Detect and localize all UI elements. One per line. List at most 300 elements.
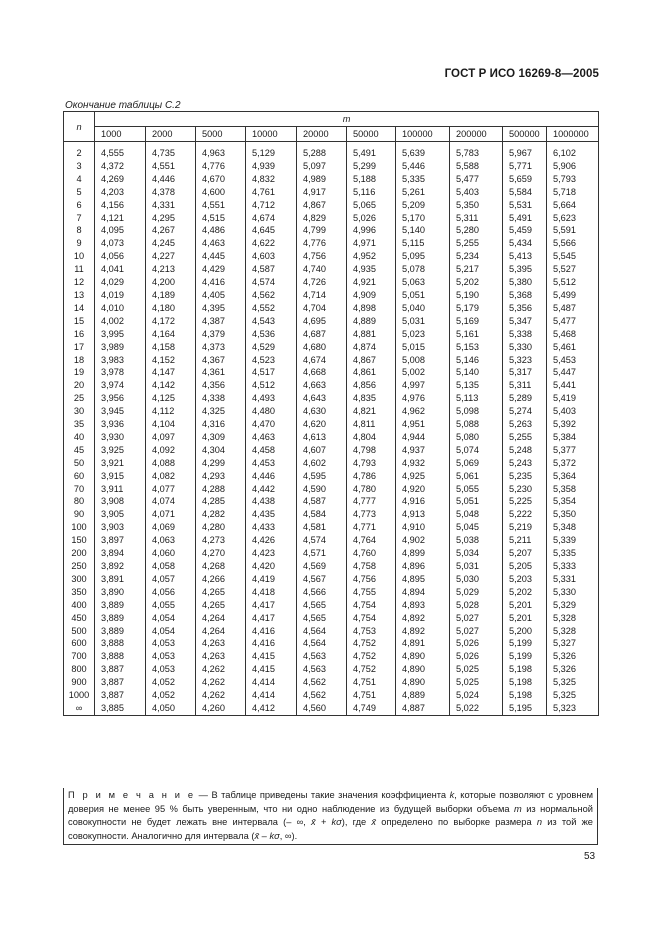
coefficient-cell: 4,668 [297, 366, 347, 379]
coefficient-cell: 5,545 [547, 250, 599, 263]
coefficient-cell: 4,486 [196, 224, 246, 237]
n-value-cell: 500 [64, 625, 95, 638]
page-number: 53 [584, 851, 596, 862]
coefficient-cell: 3,983 [95, 354, 146, 367]
n-value-cell: 16 [64, 328, 95, 341]
coefficient-cell: 4,894 [396, 586, 450, 599]
table-row [64, 676, 599, 689]
coefficient-cell: 4,264 [196, 625, 246, 638]
coefficient-cell: 4,480 [246, 405, 297, 418]
table-row [64, 173, 599, 186]
table-row [64, 483, 599, 496]
coefficient-cell: 5,074 [450, 444, 503, 457]
table-row [64, 224, 599, 237]
coefficient-cell: 4,041 [95, 263, 146, 276]
coefficient-cell: 3,892 [95, 560, 146, 573]
coefficient-cell: 5,347 [503, 315, 547, 328]
coefficient-cell: 3,911 [95, 483, 146, 496]
n-value-cell: 6 [64, 199, 95, 212]
coefficient-cell: 4,603 [246, 250, 297, 263]
note-xbar: x̄ [371, 817, 377, 828]
coefficient-cell: 4,536 [246, 328, 297, 341]
coefficient-cell: 4,050 [146, 702, 196, 715]
coefficient-cell: 5,022 [450, 702, 503, 715]
coefficient-cell: 5,201 [503, 599, 547, 612]
coefficient-cell: 4,260 [196, 702, 246, 715]
table-row [64, 147, 599, 160]
coefficient-cell: 5,023 [396, 328, 450, 341]
coefficient-cell: 5,325 [547, 676, 599, 689]
coefficient-cell: 5,280 [450, 224, 503, 237]
coefficient-cell: 4,265 [196, 599, 246, 612]
coefficient-cell: 4,367 [196, 354, 246, 367]
coefficient-cell: 4,663 [297, 379, 347, 392]
coefficient-cell: 5,718 [547, 186, 599, 199]
coefficient-cell: 4,517 [246, 366, 297, 379]
table-row [64, 650, 599, 663]
coefficient-cell: 4,416 [246, 637, 297, 650]
coefficient-cell: 4,645 [246, 224, 297, 237]
coefficient-cell: 5,403 [547, 405, 599, 418]
coefficient-cell: 4,095 [95, 224, 146, 237]
coefficient-cell: 3,978 [95, 366, 146, 379]
coefficient-cell: 5,026 [450, 637, 503, 650]
coefficient-cell: 4,776 [297, 237, 347, 250]
n-value-cell: 450 [64, 612, 95, 625]
coefficient-cell: 5,088 [450, 418, 503, 431]
coefficient-cell: 4,874 [347, 341, 396, 354]
coefficient-cell: 5,338 [503, 328, 547, 341]
m-value-header: 50000 [347, 127, 396, 142]
coefficient-cell: 5,217 [450, 263, 503, 276]
coefficient-cell: 5,491 [503, 212, 547, 225]
coefficient-cell: 5,623 [547, 212, 599, 225]
coefficient-cell: 3,887 [95, 689, 146, 702]
coefficient-cell: 3,894 [95, 547, 146, 560]
table-row [64, 186, 599, 199]
n-value-cell: 7 [64, 212, 95, 225]
coefficient-cell: 4,704 [297, 302, 347, 315]
coefficient-cell: 4,902 [396, 534, 450, 547]
coefficient-cell: 4,264 [196, 612, 246, 625]
coefficient-cell: 5,459 [503, 224, 547, 237]
coefficient-cell: 4,423 [246, 547, 297, 560]
coefficient-cell: 5,330 [503, 341, 547, 354]
coefficient-cell: 4,414 [246, 689, 297, 702]
coefficient-cell: 5,169 [450, 315, 503, 328]
coefficient-cell: 4,595 [297, 470, 347, 483]
coefficient-cell: 4,052 [146, 689, 196, 702]
coefficient-cell: 4,590 [297, 483, 347, 496]
coefficient-cell: 4,811 [347, 418, 396, 431]
coefficient-cell: 5,299 [347, 160, 396, 173]
coefficient-cell: 3,888 [95, 650, 146, 663]
coefficient-cell: 5,335 [396, 173, 450, 186]
coefficient-cell: 5,063 [396, 276, 450, 289]
coefficient-cell: 4,771 [347, 521, 396, 534]
coefficient-cell: 4,265 [196, 586, 246, 599]
coefficient-cell: 4,378 [146, 186, 196, 199]
coefficient-cell: 5,453 [547, 354, 599, 367]
n-column-header: n [64, 112, 95, 142]
coefficient-cell: 4,453 [246, 457, 297, 470]
note-n: n [536, 817, 543, 828]
coefficient-cell: 3,974 [95, 379, 146, 392]
coefficient-cell: 4,764 [347, 534, 396, 547]
coefficient-cell: 4,735 [146, 147, 196, 160]
table-row [64, 547, 599, 560]
coefficient-cell: 4,142 [146, 379, 196, 392]
coefficient-cell: 4,395 [196, 302, 246, 315]
coefficient-cell: 4,029 [95, 276, 146, 289]
coefficient-cell: 4,564 [297, 637, 347, 650]
coefficient-cell: 4,463 [246, 431, 297, 444]
coefficient-cell: 4,925 [396, 470, 450, 483]
coefficient-cell: 5,243 [503, 457, 547, 470]
coefficient-cell: 4,419 [246, 573, 297, 586]
coefficient-cell: 5,024 [450, 689, 503, 702]
n-value-cell: 1000 [64, 689, 95, 702]
note-k: k [449, 790, 455, 800]
coefficient-cell: 4,952 [347, 250, 396, 263]
n-value-cell: 17 [64, 341, 95, 354]
table-row [64, 599, 599, 612]
coefficient-cell: 5,153 [450, 341, 503, 354]
coefficient-cell: 4,937 [396, 444, 450, 457]
n-value-cell: 18 [64, 354, 95, 367]
coefficient-cell: 5,029 [450, 586, 503, 599]
coefficient-cell: 4,280 [196, 521, 246, 534]
coefficient-cell: 4,932 [396, 457, 450, 470]
coefficient-cell: 4,415 [246, 663, 297, 676]
coefficient-cell: 3,890 [95, 586, 146, 599]
coefficient-cell: 5,326 [547, 663, 599, 676]
coefficient-cell: 4,829 [297, 212, 347, 225]
coefficient-cell: 5,025 [450, 663, 503, 676]
coefficient-cell: 4,372 [95, 160, 146, 173]
coefficient-cell: 4,552 [246, 302, 297, 315]
coefficient-cell: 4,602 [297, 457, 347, 470]
coefficient-cell: 4,910 [396, 521, 450, 534]
coefficient-cell: 5,015 [396, 341, 450, 354]
coefficient-cell: 5,327 [547, 637, 599, 650]
m-values-row [64, 127, 599, 142]
coefficient-cell: 5,027 [450, 612, 503, 625]
coefficient-cell: 5,588 [450, 160, 503, 173]
coefficient-cell: 5,311 [450, 212, 503, 225]
coefficient-cell: 4,564 [297, 625, 347, 638]
coefficient-cell: 5,051 [450, 495, 503, 508]
coefficient-cell: 5,199 [503, 650, 547, 663]
coefficient-cell: 5,170 [396, 212, 450, 225]
coefficient-cell: 3,903 [95, 521, 146, 534]
coefficient-cell: 4,435 [246, 508, 297, 521]
coefficient-cell: 4,566 [297, 586, 347, 599]
coefficient-cell: 5,512 [547, 276, 599, 289]
coefficient-cell: 5,330 [547, 586, 599, 599]
table-body [64, 142, 599, 716]
table-row [64, 625, 599, 638]
table-header-row [64, 112, 599, 127]
m-value-header: 5000 [196, 127, 246, 142]
coefficient-cell: 3,905 [95, 508, 146, 521]
coefficient-cell: 4,613 [297, 431, 347, 444]
n-value-cell: ∞ [64, 702, 95, 715]
coefficient-cell: 4,867 [297, 199, 347, 212]
coefficient-cell: 3,889 [95, 625, 146, 638]
coefficient-cell: 4,963 [196, 147, 246, 160]
coefficient-cell: 5,219 [503, 521, 547, 534]
coefficient-cell: 5,328 [547, 612, 599, 625]
coefficient-cell: 5,198 [503, 689, 547, 702]
coefficient-cell: 5,591 [547, 224, 599, 237]
coefficient-cell: 5,202 [503, 586, 547, 599]
note-text-3: из нормальной совокупности не будет лежать вне интервала (– ∞, [68, 803, 593, 828]
coefficient-cell: 4,551 [146, 160, 196, 173]
coefficient-cell: 4,053 [146, 650, 196, 663]
table-row [64, 470, 599, 483]
note-prefix: П р и м е ч а н и е [68, 790, 196, 800]
n-value-cell: 600 [64, 637, 95, 650]
coefficient-cell: 3,887 [95, 663, 146, 676]
coefficient-table [63, 111, 599, 716]
coefficient-cell: 4,445 [196, 250, 246, 263]
coefficient-cell: 4,562 [246, 289, 297, 302]
coefficient-cell: 3,889 [95, 612, 146, 625]
coefficient-cell: 5,659 [503, 173, 547, 186]
table-note [63, 788, 598, 845]
coefficient-cell: 4,266 [196, 573, 246, 586]
coefficient-cell: 4,058 [146, 560, 196, 573]
coefficient-cell: 4,172 [146, 315, 196, 328]
coefficient-cell: 5,201 [503, 612, 547, 625]
coefficient-cell: 4,674 [246, 212, 297, 225]
coefficient-cell: 4,751 [347, 676, 396, 689]
coefficient-cell: 5,477 [450, 173, 503, 186]
coefficient-cell: 4,832 [246, 173, 297, 186]
n-value-cell: 200 [64, 547, 95, 560]
coefficient-cell: 5,097 [297, 160, 347, 173]
coefficient-cell: 5,403 [450, 186, 503, 199]
coefficient-cell: 5,348 [547, 521, 599, 534]
coefficient-cell: 5,372 [547, 457, 599, 470]
coefficient-cell: 4,971 [347, 237, 396, 250]
coefficient-cell: 5,200 [503, 625, 547, 638]
coefficient-cell: 5,061 [450, 470, 503, 483]
coefficient-cell: 4,429 [196, 263, 246, 276]
coefficient-cell: 5,584 [503, 186, 547, 199]
table-row [64, 328, 599, 341]
coefficient-cell: 4,758 [347, 560, 396, 573]
m-value-header: 10000 [246, 127, 297, 142]
note-text-7: , ∞). [279, 830, 298, 841]
coefficient-cell: 4,587 [297, 495, 347, 508]
coefficient-cell: 5,358 [547, 483, 599, 496]
coefficient-cell: 5,234 [450, 250, 503, 263]
coefficient-cell: 5,116 [347, 186, 396, 199]
coefficient-cell: 4,147 [146, 366, 196, 379]
coefficient-cell: 4,104 [146, 418, 196, 431]
coefficient-cell: 3,885 [95, 702, 146, 715]
coefficient-cell: 5,263 [503, 418, 547, 431]
coefficient-cell: 5,413 [503, 250, 547, 263]
coefficient-cell: 3,888 [95, 637, 146, 650]
coefficient-cell: 5,384 [547, 431, 599, 444]
coefficient-cell: 5,288 [297, 147, 347, 160]
coefficient-cell: 4,755 [347, 586, 396, 599]
table-row [64, 702, 599, 715]
table-row [64, 418, 599, 431]
n-value-cell: 40 [64, 431, 95, 444]
coefficient-cell: 5,065 [347, 199, 396, 212]
coefficient-cell: 4,565 [297, 599, 347, 612]
table-row [64, 508, 599, 521]
n-value-cell: 700 [64, 650, 95, 663]
table-row [64, 457, 599, 470]
coefficient-cell: 4,293 [196, 470, 246, 483]
coefficient-cell: 4,082 [146, 470, 196, 483]
coefficient-cell: 4,325 [196, 405, 246, 418]
coefficient-cell: 4,574 [297, 534, 347, 547]
coefficient-cell: 4,712 [246, 199, 297, 212]
coefficient-cell: 5,055 [450, 483, 503, 496]
coefficient-cell: 5,026 [450, 650, 503, 663]
coefficient-cell: 4,515 [196, 212, 246, 225]
coefficient-cell: 5,205 [503, 560, 547, 573]
coefficient-cell: 5,441 [547, 379, 599, 392]
coefficient-cell: 5,350 [547, 508, 599, 521]
coefficient-cell: 4,761 [246, 186, 297, 199]
coefficient-cell: 4,773 [347, 508, 396, 521]
coefficient-cell: 3,956 [95, 392, 146, 405]
table-row [64, 250, 599, 263]
m-value-header: 500000 [503, 127, 547, 142]
n-value-cell: 70 [64, 483, 95, 496]
coefficient-cell: 4,054 [146, 612, 196, 625]
n-value-cell: 300 [64, 573, 95, 586]
coefficient-cell: 4,158 [146, 341, 196, 354]
coefficient-cell: 5,793 [547, 173, 599, 186]
coefficient-cell: 5,040 [396, 302, 450, 315]
coefficient-cell: 4,463 [196, 237, 246, 250]
coefficient-cell: 5,034 [450, 547, 503, 560]
m-value-header: 200000 [450, 127, 503, 142]
note-text-1: — В таблице приведены такие значения коэффициента [195, 790, 450, 800]
coefficient-cell: 4,125 [146, 392, 196, 405]
coefficient-cell: 5,335 [547, 547, 599, 560]
coefficient-cell: 4,989 [297, 173, 347, 186]
coefficient-cell: 4,680 [297, 341, 347, 354]
m-value-header: 20000 [297, 127, 347, 142]
coefficient-cell: 4,776 [196, 160, 246, 173]
n-value-cell: 350 [64, 586, 95, 599]
coefficient-cell: 4,112 [146, 405, 196, 418]
coefficient-cell: 4,405 [196, 289, 246, 302]
coefficient-cell: 5,140 [396, 224, 450, 237]
coefficient-cell: 5,261 [396, 186, 450, 199]
coefficient-cell: 4,751 [347, 689, 396, 702]
coefficient-cell: 5,202 [450, 276, 503, 289]
coefficient-cell: 4,121 [95, 212, 146, 225]
coefficient-cell: 4,180 [146, 302, 196, 315]
coefficient-cell: 4,387 [196, 315, 246, 328]
coefficient-cell: 5,051 [396, 289, 450, 302]
coefficient-cell: 5,446 [396, 160, 450, 173]
coefficient-cell: 4,010 [95, 302, 146, 315]
coefficient-cell: 5,135 [450, 379, 503, 392]
coefficient-cell: 5,783 [450, 147, 503, 160]
n-value-cell: 50 [64, 457, 95, 470]
coefficient-cell: 5,027 [450, 625, 503, 638]
document-header: ГОСТ Р ИСО 16269-8—2005 [444, 68, 599, 80]
m-value-header: 1000 [95, 127, 146, 142]
m-value-header: 1000000 [547, 127, 599, 142]
coefficient-cell: 5,198 [503, 676, 547, 689]
n-value-cell: 14 [64, 302, 95, 315]
coefficient-cell: 4,920 [396, 483, 450, 496]
coefficient-cell: 5,461 [547, 341, 599, 354]
coefficient-cell: 4,889 [347, 315, 396, 328]
coefficient-cell: 5,323 [503, 354, 547, 367]
coefficient-cell: 5,527 [547, 263, 599, 276]
coefficient-cell: 4,262 [196, 663, 246, 676]
coefficient-cell: 4,913 [396, 508, 450, 521]
coefficient-cell: 5,356 [503, 302, 547, 315]
coefficient-cell: 5,354 [547, 495, 599, 508]
n-value-cell: 250 [64, 560, 95, 573]
coefficient-cell: 4,890 [396, 676, 450, 689]
coefficient-cell: 5,179 [450, 302, 503, 315]
table-row [64, 444, 599, 457]
n-value-cell: 30 [64, 405, 95, 418]
coefficient-cell: 4,714 [297, 289, 347, 302]
coefficient-cell: 4,356 [196, 379, 246, 392]
coefficient-cell: 5,311 [503, 379, 547, 392]
table-row [64, 612, 599, 625]
coefficient-cell: 4,976 [396, 392, 450, 405]
coefficient-cell: 4,600 [196, 186, 246, 199]
coefficient-cell: 4,285 [196, 495, 246, 508]
coefficient-cell: 4,581 [297, 521, 347, 534]
coefficient-cell: 4,268 [196, 560, 246, 573]
coefficient-cell: 4,622 [246, 237, 297, 250]
coefficient-cell: 4,881 [347, 328, 396, 341]
note-text-5: определено по выборке размера [376, 817, 537, 828]
coefficient-cell: 4,056 [95, 250, 146, 263]
coefficient-cell: 5,434 [503, 237, 547, 250]
coefficient-cell: 4,417 [246, 612, 297, 625]
table-row [64, 379, 599, 392]
coefficient-cell: 4,057 [146, 573, 196, 586]
coefficient-cell: 4,563 [297, 650, 347, 663]
n-value-cell: 12 [64, 276, 95, 289]
coefficient-cell: 4,921 [347, 276, 396, 289]
coefficient-cell: 5,377 [547, 444, 599, 457]
coefficient-cell: 4,574 [246, 276, 297, 289]
coefficient-cell: 4,071 [146, 508, 196, 521]
coefficient-cell: 4,288 [196, 483, 246, 496]
coefficient-cell: 4,052 [146, 676, 196, 689]
coefficient-cell: 5,395 [503, 263, 547, 276]
n-value-cell: 20 [64, 379, 95, 392]
coefficient-cell: 5,350 [450, 199, 503, 212]
table-row [64, 237, 599, 250]
table-row [64, 663, 599, 676]
coefficient-cell: 6,102 [547, 147, 599, 160]
coefficient-cell: 5,230 [503, 483, 547, 496]
coefficient-cell: 4,756 [347, 573, 396, 586]
n-value-cell: 13 [64, 289, 95, 302]
